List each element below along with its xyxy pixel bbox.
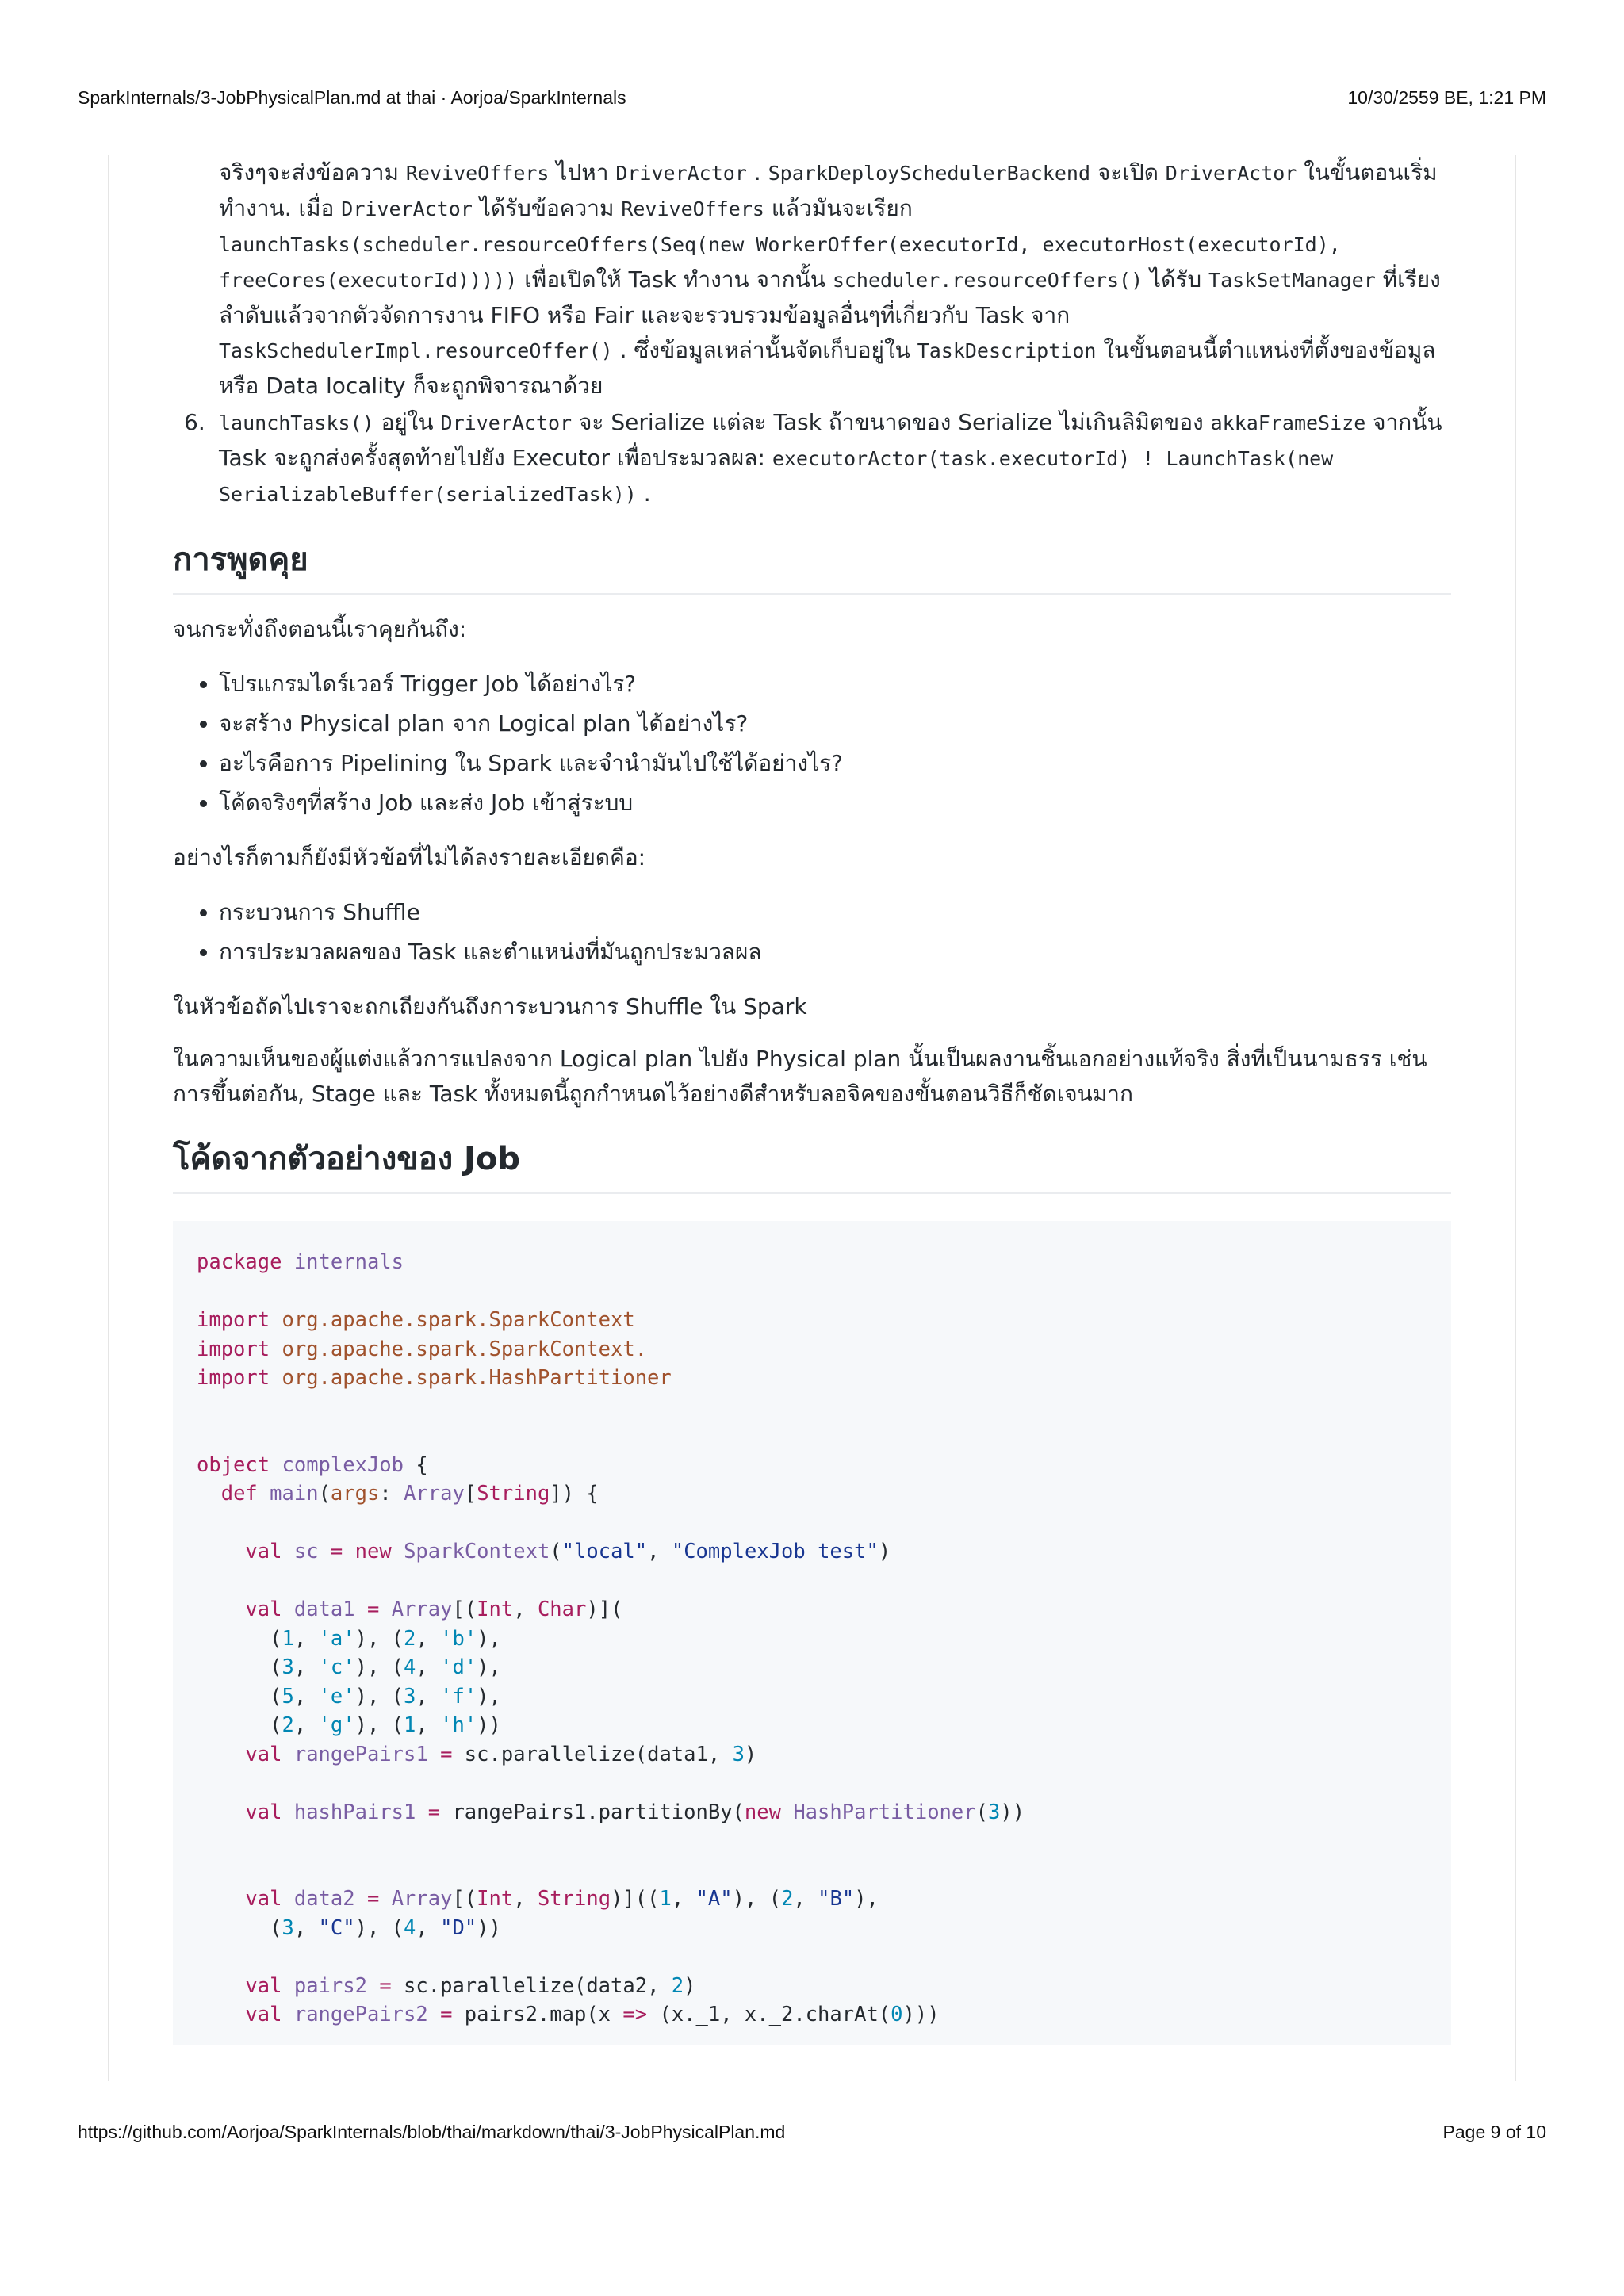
print-header-datetime: 10/30/2559 BE, 1:21 PM — [1347, 87, 1546, 108]
print-footer-page-number: Page 9 of 10 — [1442, 2122, 1546, 2142]
covered-topics-list — [173, 664, 1451, 823]
discussion-heading: การพูดคุย — [173, 539, 1451, 595]
list-item: • การประมวลผลของ Task และตำแหน่งที่มันถูกประมวลผล — [219, 932, 1451, 972]
print-footer-url: https://github.com/Aorjoa/SparkInternals/blob/thai/markdown/thai/3-JobPhysicalPlan.md — [78, 2122, 786, 2142]
discussion-intro-2: อย่างไรก็ตามก็ยังมีหัวข้อที่ไม่ได้ลงรายละเอียดคือ: — [173, 844, 646, 871]
list-item: • จะสร้าง Physical plan จาก Logical plan ได้อย่างไร? — [219, 704, 1451, 744]
content-frame-left — [108, 155, 109, 2081]
print-header — [78, 87, 1546, 109]
print-header-title: SparkInternals/3-JobPhysicalPlan.md at thai · Aorjoa/SparkInternals — [78, 87, 626, 108]
code-block: package internals import org.apache.spark.SparkContext import org.apache.spark.SparkContext._ import org.apache.spark.HashPartitioner object complexJob { def main(args: Array[String]) { val sc = new SparkContext("local", "ComplexJob test") val data1 = Array[(Int, Char)]( (1, 'a'), (2, 'b'), (3, 'c'), (4, 'd'), (5, 'e'), (3, 'f'), (2, 'g'), (1, 'h')) val rangePairs1 = sc.parallelize(data1, 3) val hashPairs1 = rangePairs1.partitionBy(new HashPartitioner(3)) val data2 = Array[(Int, String)]((1, "A"), (2, "B"), (3, "C"), (4, "D")) val pairs2 = sc.parallelize(data2, 2) val rangePairs2 = pairs2.map(x => (x._1, x._2.charAt(0))) — [173, 1221, 1451, 2045]
step-6-number: 6. — [184, 409, 205, 435]
step-6 — [173, 405, 1451, 512]
step-6-text: launchTasks() อยู่ใน DriverActor จะ Serialize แต่ละ Task ถ้าขนาดของ Serialize ไม่เกินลิมิตของ akkaFrameSize จากนั้น Task จะถูกส่งครั้งสุดท้ายไปยัง Executor เพื่อประมวลผล: executorActor(task.executorId) ! LaunchTask(new SerializableBuffer(serializedTask)) . — [219, 409, 1442, 507]
author-opinion: ในความเห็นของผู้แต่งแล้วการแปลงจาก Logical plan ไปยัง Physical plan นั้นเป็นผลงานชิ้นเอกอย่างแท้จริง สิ่งที่เป็นนามธรร เช่น การขึ้นต่อกัน, Stage และ Task ทั้งหมดนี้ถูกกำหนดไว้อย่างดีสำหรับลอจิคของขั้นตอนวิธีก็ชัดเจนมาก — [173, 1046, 1427, 1107]
content-frame-right — [1515, 155, 1516, 2081]
step-5-continuation: จริงๆจะส่งข้อความ ReviveOffers ไปหา DriverActor . SparkDeploySchedulerBackend จะเปิด DriverActor ในขั้นตอนเริ่มทำงาน. เมื่อ DriverActor ได้รับข้อความ ReviveOffers แล้วมันจะเรียก launchTasks(scheduler.resourceOffers(Seq(new WorkerOffer(executorId, executorHost(executorId), freeCores(executorId))))) เพื่อเปิดให้ Task ทำงาน จากนั้น scheduler.resourceOffers() ได้รับ TaskSetManager ที่เรียงลำดับแล้วจากตัวจัดการงาน FIFO หรือ Fair และจะรวบรวมข้อมูลอื่นๆที่เกี่ยวกับ Task จาก TaskSchedulerImpl.resourceOffer() . ซึ่งข้อมูลเหล่านั้นจัดเก็บอยู่ใน TaskDescription ในขั้นตอนนี้ตำแหน่งที่ตั้งของข้อมูลหรือ Data locality ก็จะถูกพิจารณาด้วย — [219, 159, 1441, 399]
list-item: • อะไรคือการ Pipelining ใน Spark และจำนำมันไปใช้ได้อย่างไร? — [219, 744, 1451, 783]
print-footer — [78, 2122, 1546, 2143]
next-chapter-note: ในหัวข้อถัดไปเราจะถกเถียงกันถึงการะบวนการ Shuffle ใน Spark — [173, 993, 807, 1020]
markdown-body — [173, 155, 1451, 2045]
uncovered-topics-list — [173, 893, 1451, 972]
list-item: • โปรแกรมไดร์เวอร์ Trigger Job ได้อย่างไร? — [219, 664, 1451, 704]
list-item: • กระบวนการ Shuffle — [219, 893, 1451, 932]
discussion-intro: จนกระทั่งถึงตอนนี้เราคุยกันถึง: — [173, 616, 467, 642]
example-code-heading: โค้ดจากตัวอย่างของ Job — [173, 1138, 1451, 1194]
list-item: • โค้ดจริงๆที่สร้าง Job และส่ง Job เข้าสู่ระบบ — [219, 783, 1451, 823]
